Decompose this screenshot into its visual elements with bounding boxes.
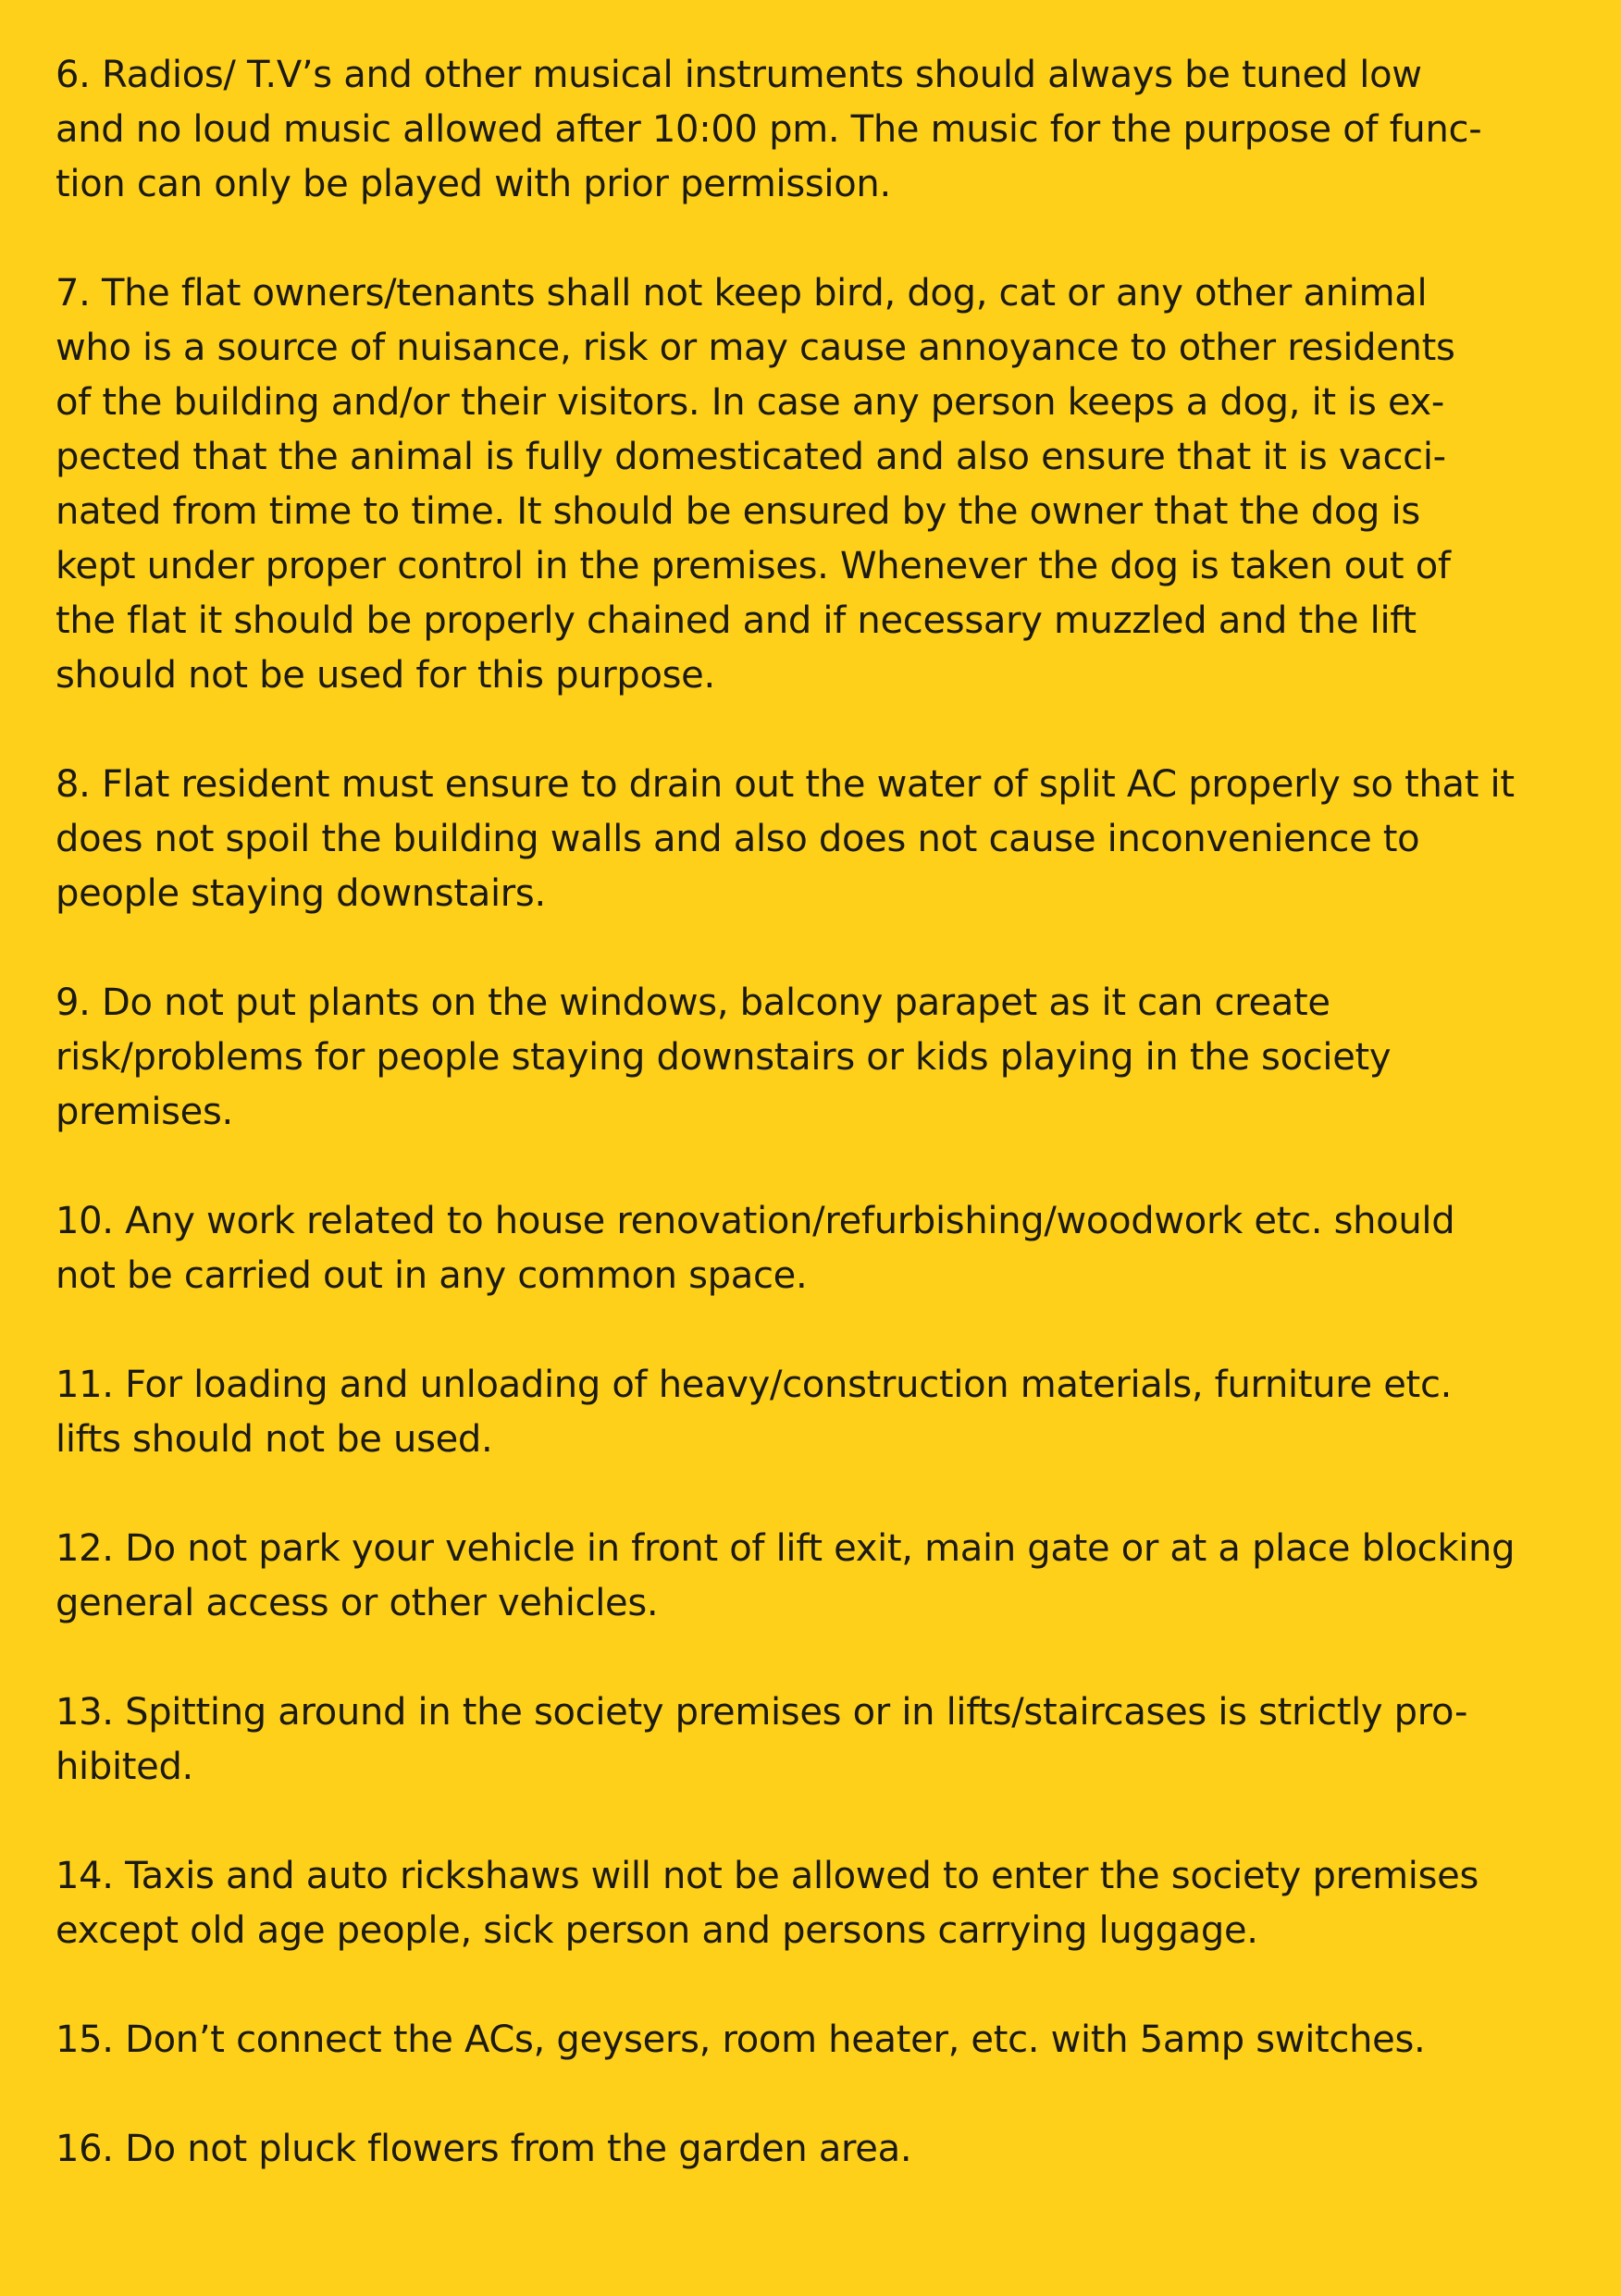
rule-item-16 (56, 2122, 1573, 2177)
rule-text-line: tion can only be played with prior permission. (56, 163, 891, 205)
rule-item-13 (56, 1685, 1573, 1795)
rule-text-line: general access or other vehicles. (56, 1582, 659, 1624)
rule-item-6 (56, 48, 1573, 212)
rule-text-line: kept under proper control in the premises. Whenever the dog is taken out of (56, 545, 1451, 587)
rule-text-line: who is a source of nuisance, risk or may cause annoyance to other residents (56, 327, 1455, 369)
rule-text-line: 16. Do not pluck flowers from the garden area. (56, 2128, 912, 2170)
rule-item-11 (56, 1358, 1573, 1467)
rule-text-line: except old age people, sick person and persons carrying luggage. (56, 1909, 1258, 1952)
rule-item-7 (56, 266, 1573, 703)
rule-item-9 (56, 976, 1573, 1140)
rule-item-12 (56, 1522, 1573, 1631)
rule-text-line: 9. Do not put plants on the windows, balcony parapet as it can create (56, 981, 1330, 1024)
rule-text-line: 6. Radios/ T.V’s and other musical instruments should always be tuned low (56, 54, 1422, 96)
rule-text-line: 12. Do not park your vehicle in front of lift exit, main gate or at a place blocking (56, 1527, 1516, 1570)
rule-text-line: should not be used for this purpose. (56, 654, 715, 697)
rule-text-line: 10. Any work related to house renovation/refurbishing/woodwork etc. should (56, 1200, 1455, 1242)
rule-item-8 (56, 758, 1573, 921)
rule-text-line: and no loud music allowed after 10:00 pm. The music for the purpose of func- (56, 108, 1482, 151)
rule-text-line: 8. Flat resident must ensure to drain out the water of split AC properly so that it (56, 763, 1515, 806)
rule-text-line: premises. (56, 1091, 233, 1133)
rule-text-line: not be carried out in any common space. (56, 1254, 808, 1297)
rule-text-line: nated from time to time. It should be ensured by the owner that the dog is (56, 490, 1420, 533)
rule-text-line: of the building and/or their visitors. In case any person keeps a dog, it is ex- (56, 381, 1445, 424)
rule-item-10 (56, 1194, 1573, 1303)
rule-text-line: 14. Taxis and auto rickshaws will not be allowed to enter the society premises (56, 1855, 1479, 1897)
rule-text-line: 15. Don’t connect the ACs, geysers, room heater, etc. with 5amp switches. (56, 2018, 1426, 2061)
rule-text-line: people staying downstairs. (56, 872, 546, 915)
society-rules-list (56, 48, 1573, 2231)
rule-text-line: 13. Spitting around in the society premises or in lifts/staircases is strictly pro- (56, 1691, 1468, 1734)
rule-item-14 (56, 1849, 1573, 1958)
rule-text-line: 7. The flat owners/tenants shall not keep bird, dog, cat or any other animal (56, 272, 1428, 315)
rule-text-line: risk/problems for people staying downstairs or kids playing in the society (56, 1036, 1392, 1079)
rule-text-line: hibited. (56, 1746, 193, 1788)
rule-item-15 (56, 2013, 1573, 2068)
rule-text-line: pected that the animal is fully domesticated and also ensure that it is vacci- (56, 436, 1446, 478)
rule-text-line: lifts should not be used. (56, 1418, 493, 1461)
rule-text-line: the flat it should be properly chained and if necessary muzzled and the lift (56, 599, 1417, 642)
rule-text-line: 11. For loading and unloading of heavy/construction materials, furniture etc. (56, 1364, 1453, 1406)
rule-text-line: does not spoil the building walls and also does not cause inconvenience to (56, 818, 1420, 860)
